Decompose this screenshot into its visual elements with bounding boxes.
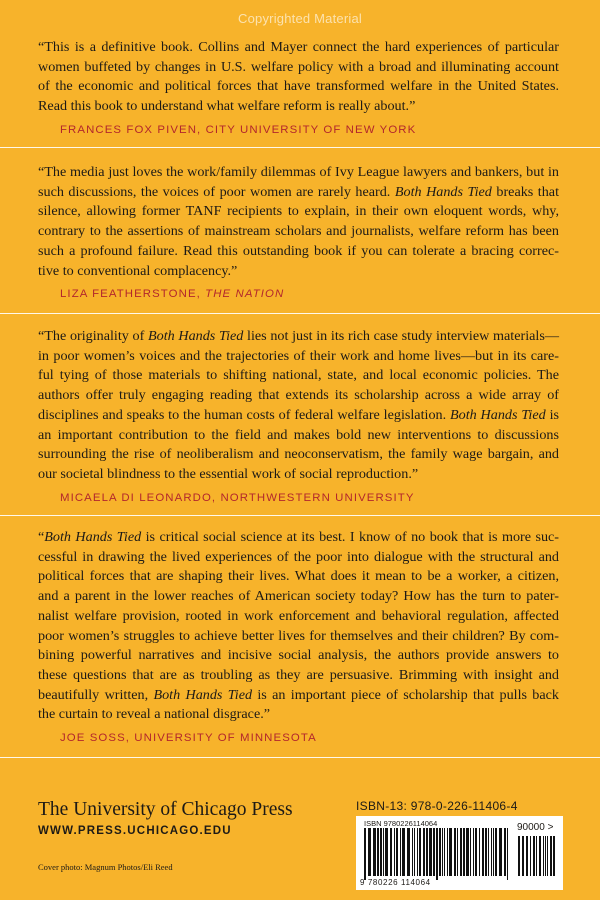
quote-line: poor women’s struggles to achieve better lives for themselves and their children? By com- — [38, 627, 559, 644]
divider — [0, 313, 600, 314]
barcode-bar — [364, 828, 366, 880]
blurb-piven — [38, 38, 559, 141]
isbn-small-label: ISBN 9780226114064 — [364, 819, 438, 828]
price-bar — [550, 836, 552, 876]
quote-text — [38, 528, 559, 725]
quote-line: the curtain to reveal a national disgrace.” — [38, 706, 271, 723]
barcode-bar — [460, 828, 462, 876]
quote-line: nalist welfare provision, rooted in work enforcement and behavioral regulation, affected — [38, 607, 559, 624]
quote-line: “The media just loves the work/family dilemmas of Ivy League lawyers and bankers, but in — [38, 164, 559, 180]
price-bar — [547, 836, 548, 876]
barcode-bar — [485, 828, 487, 876]
barcode-bar — [466, 828, 469, 876]
barcode-bar — [493, 828, 494, 876]
quote-line: surrounding the rise of neoliberalism and neoconservatism, the family wage bargain, and — [38, 446, 559, 463]
barcode-bar — [429, 828, 432, 876]
barcode-bar — [470, 828, 471, 876]
barcode-bar — [479, 828, 480, 876]
attribution: JOE SOSS, UNIVERSITY OF MINNESOTA — [60, 732, 317, 745]
isbn-label: ISBN-13: 978-0-226-11406-4 — [356, 799, 518, 813]
price-bar — [545, 836, 546, 876]
barcode-bar — [396, 828, 398, 876]
price-bar — [539, 836, 541, 876]
quote-line: “Both Hands Tied is critical social science at its best. I know of no book that is more suc- — [38, 529, 559, 545]
barcode-bar — [400, 828, 401, 876]
publisher-url: WWW.PRESS.UCHICAGO.EDU — [38, 825, 232, 837]
barcode-bar — [402, 828, 405, 876]
quote-line: political forces that are shaping their lives. What does it mean to be a worker, a citizen, — [38, 568, 559, 585]
price-bar — [543, 836, 544, 876]
quote-line: tive to conventional complacency.” — [38, 262, 238, 279]
attribution: FRANCES FOX PIVEN, CITY UNIVERSITY OF NEW YORK — [60, 123, 417, 136]
quote-text — [38, 163, 559, 281]
blurb-soss — [38, 528, 559, 749]
quote-line: of the economic and political forces that have transformed welfare in the United States. — [38, 78, 559, 95]
quote-line: women buffeted by changes in U.S. welfare policy with a broad and illuminating account — [38, 58, 559, 75]
blurb-featherstone — [38, 163, 559, 305]
barcode-bar — [475, 828, 477, 876]
quote-line: an important contribution to the field and makes bold new interventions to discussions — [38, 426, 559, 443]
quote-line: disciplines and speaks to the human costs of federal welfare legislation. Both Hands Tied is — [38, 406, 559, 423]
quote-line: contrary to the assertions of mainstream scholars and journalists, welfare reform has been — [38, 223, 559, 240]
quote-text — [38, 38, 559, 117]
barcode-bar — [380, 828, 382, 876]
quote-line: Read this book to understand what welfare reform is really about.” — [38, 98, 416, 115]
barcode-bar — [449, 828, 452, 876]
price-bar — [536, 836, 537, 876]
barcode-bar — [433, 828, 435, 876]
barcode-bar — [373, 828, 376, 876]
divider — [0, 147, 600, 148]
attribution: LIZA FEATHERSTONE, THE NATION — [60, 288, 285, 301]
barcode-bar — [423, 828, 425, 876]
barcode-bar — [407, 828, 410, 876]
barcode-bar — [412, 828, 413, 876]
price-bar — [553, 836, 555, 876]
barcode-bar — [426, 828, 428, 876]
quote-line: these questions that are as troubling as they are persuasive. Brimming with insight and — [38, 666, 559, 683]
quote-line: ful tying of those materials to shifting national, state, and local economic policies. The — [38, 367, 559, 384]
barcode-bar — [463, 828, 465, 876]
quote-line: and a parent in the lower reaches of American society today? How has the turn to pater- — [38, 588, 559, 605]
quote-line: silence, allowing former TANF recipients to explain, in their own eloquent words, why, — [38, 203, 559, 220]
barcode-bar — [368, 828, 371, 876]
barcode-bar — [439, 828, 441, 876]
price-bar — [526, 836, 528, 876]
quote-line: in poor women’s voices and the trajectories of their work and home lives—but in its care- — [38, 347, 559, 364]
barcode-bar — [442, 828, 443, 876]
barcode-bar — [473, 828, 474, 876]
barcode-bar — [457, 828, 458, 876]
barcode-bar — [390, 828, 392, 876]
barcode-bar — [482, 828, 484, 876]
barcode-bar — [495, 828, 497, 876]
price-bar — [530, 836, 531, 876]
blurb-di-leonardo — [38, 327, 559, 508]
barcode — [356, 816, 563, 890]
quote-line: authors offer truly engaging reading that extends its scholarship across a wide array of — [38, 387, 559, 404]
quote-line: our societal blindness to the essential work of social reproduction.” — [38, 465, 419, 482]
quote-line: such a profound failure. Read this outstanding book if you can tolerate a bracing correc- — [38, 242, 559, 259]
barcode-bar — [499, 828, 502, 876]
barcode-bar — [444, 828, 445, 876]
quote-line: bining powerful narratives and incisive social analysis, the authors provide answers to — [38, 647, 559, 664]
quote-line: “The originality of Both Hands Tied lies not just in its rich case study interview materials— — [38, 328, 559, 344]
quote-line: cessful in drawing the lived experiences of the poor into dialogue with the structural and — [38, 548, 559, 565]
barcode-bar — [419, 828, 421, 876]
divider — [0, 515, 600, 516]
price-bar — [518, 836, 520, 876]
quote-line: such discussions, the voices of poor women are rarely heard. Both Hands Tied breaks that — [38, 183, 559, 200]
barcode-bar — [414, 828, 415, 876]
barcode-digits: 9 780226 114064 — [360, 878, 431, 887]
barcode-bar — [507, 828, 508, 880]
attribution: MICAELA DI LEONARDO, NORTHWESTERN UNIVERSITY — [60, 491, 415, 504]
quote-line: beautifully written, Both Hands Tied is an important piece of scholarship that pulls back — [38, 686, 559, 703]
quote-text — [38, 327, 559, 485]
barcode-bar — [377, 828, 379, 876]
publisher-name: The University of Chicago Press — [38, 799, 293, 820]
barcode-bar — [383, 828, 384, 876]
barcode-bar — [436, 828, 438, 880]
quote-line: “This is a definitive book. Collins and Mayer connect the hard experiences of particular — [38, 39, 559, 55]
barcode-bar — [447, 828, 448, 876]
barcode-bar — [488, 828, 489, 876]
price-bar — [533, 836, 535, 876]
barcode-bar — [454, 828, 456, 876]
barcode-bar — [504, 828, 506, 876]
barcode-bar — [491, 828, 492, 876]
copyright-watermark: Copyrighted Material — [238, 11, 362, 26]
price-code: 90000 > — [517, 822, 554, 833]
divider — [0, 757, 600, 758]
barcode-bar — [417, 828, 418, 876]
barcode-bar — [385, 828, 388, 876]
price-bar — [522, 836, 524, 876]
photo-credit: Cover photo: Magnum Photos/Eli Reed — [38, 862, 173, 872]
barcode-bar — [394, 828, 395, 876]
